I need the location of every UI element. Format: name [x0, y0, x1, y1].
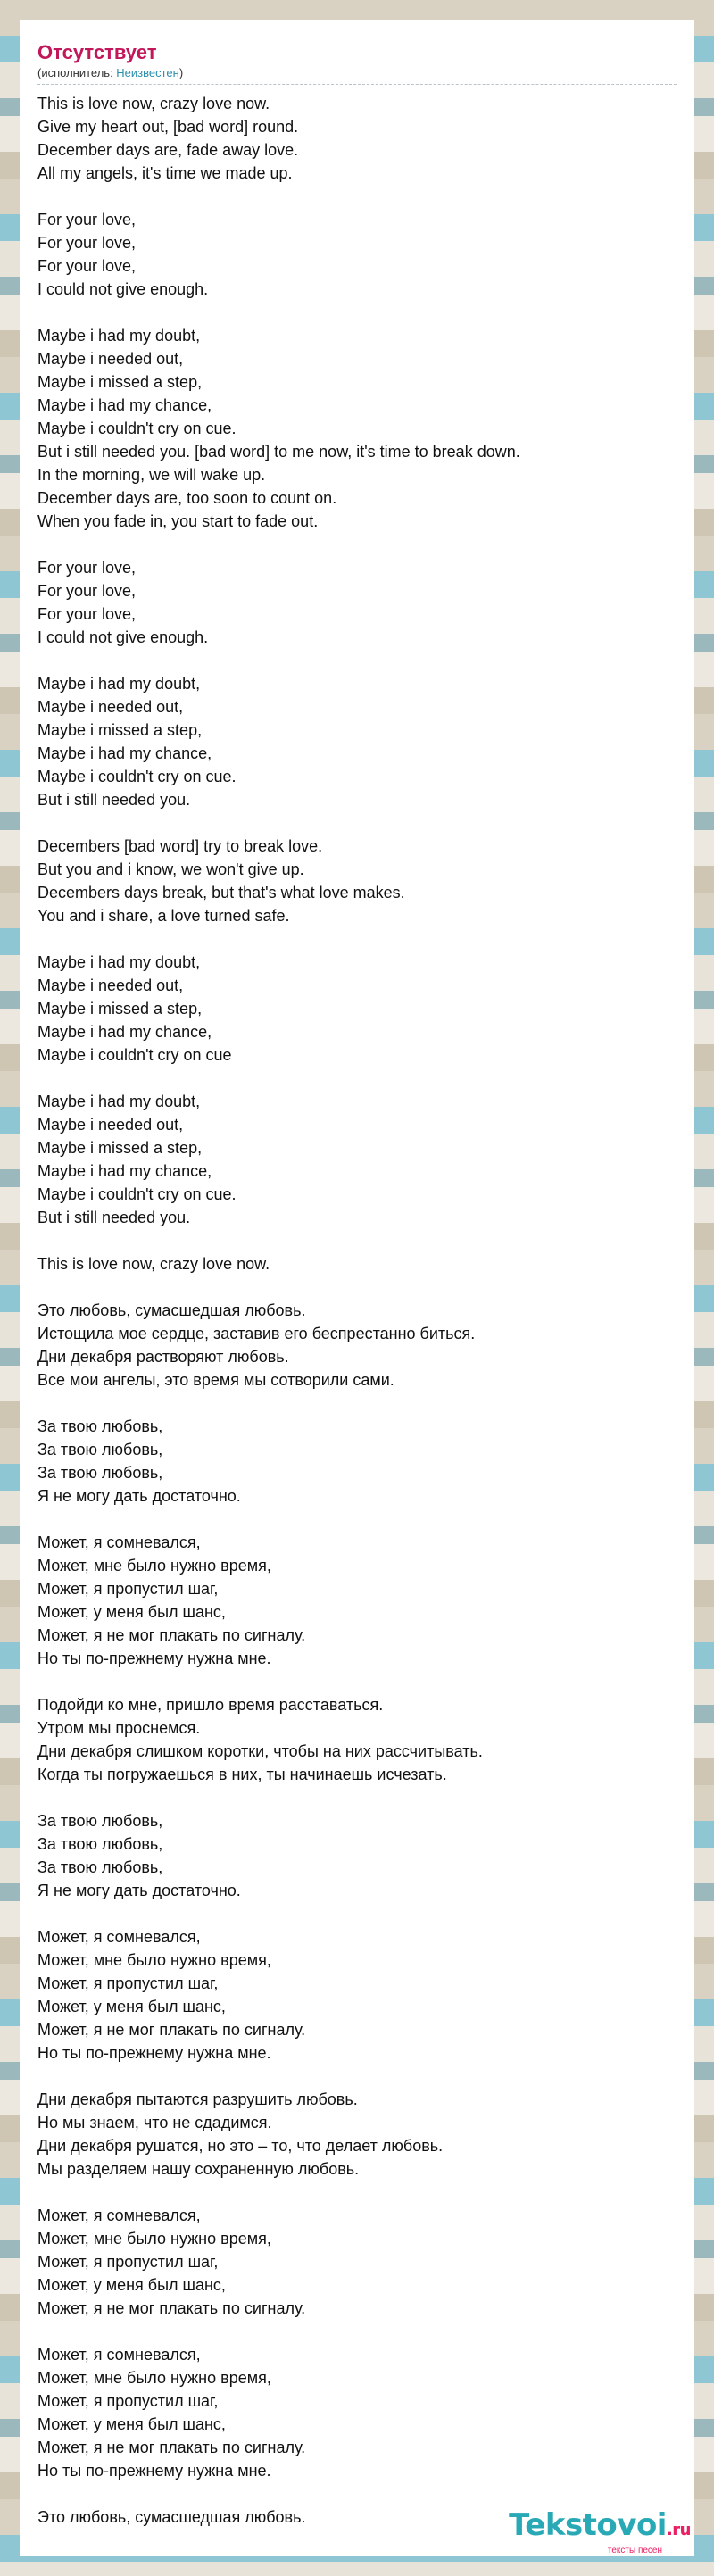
- artist-line: [37, 66, 677, 85]
- logo-tld: .ru: [666, 2521, 691, 2539]
- lyrics-line: Может, у меня был шанс,: [37, 2415, 226, 2433]
- lyrics-stanza: [37, 1693, 677, 1786]
- lyrics-stanza: [37, 1299, 677, 1392]
- lyrics-line: Но мы знаем, что не сдадимся.: [37, 2114, 272, 2131]
- logo-wordmark: [509, 2507, 691, 2546]
- lyrics-line: Maybe i missed a step,: [37, 1139, 203, 1157]
- song-title: Отсутствует: [37, 41, 157, 63]
- lyrics-line: Это любовь, сумасшедшая любовь.: [37, 2508, 306, 2526]
- logo-name: Tekstovoi: [509, 2507, 667, 2543]
- lyrics-line: Дни декабря рушатся, но это – то, что делает любовь.: [37, 2137, 444, 2155]
- lyrics-stanza: [37, 324, 677, 533]
- lyrics-line: Maybe i couldn't cry on cue: [37, 1046, 232, 1064]
- lyrics-line: I could not give enough.: [37, 628, 209, 646]
- lyrics-line: Когда ты погружаешься в них, ты начинаешь исчезать.: [37, 1766, 447, 1783]
- lyrics-line: But i still needed you.: [37, 1209, 191, 1226]
- lyrics-line: Может, я пропустил шаг,: [37, 1580, 219, 1598]
- lyrics-line: Может, я сомневался,: [37, 2206, 201, 2224]
- site-logo[interactable]: [509, 2507, 691, 2556]
- lyrics-stanza: [37, 1415, 677, 1508]
- lyrics-line: But i still needed you.: [37, 791, 191, 809]
- lyrics-line: Maybe i had my doubt,: [37, 327, 201, 345]
- lyrics-line: Maybe i couldn't cry on cue.: [37, 768, 237, 785]
- lyrics-line: December days are, fade away love.: [37, 141, 299, 159]
- lyrics-line: Give my heart out, [bad word] round.: [37, 118, 299, 136]
- lyrics-line: Может, у меня был шанс,: [37, 1603, 226, 1621]
- lyrics-line: Maybe i needed out,: [37, 350, 184, 368]
- lyrics-stanza: [37, 835, 677, 927]
- lyrics-line: Дни декабря растворяют любовь.: [37, 1348, 289, 1366]
- lyrics-line: Может, мне было нужно время,: [37, 2369, 271, 2387]
- lyrics-line: За твою любовь,: [37, 1835, 163, 1853]
- lyrics-line: Maybe i needed out,: [37, 976, 184, 994]
- lyrics-line: Может, я сомневался,: [37, 1533, 201, 1551]
- lyrics-line: За твою любовь,: [37, 1812, 163, 1830]
- lyrics-line: Maybe i had my chance,: [37, 1023, 212, 1041]
- lyrics-line: Утром мы проснемся.: [37, 1719, 201, 1737]
- lyrics-line: Maybe i had my chance,: [37, 396, 212, 414]
- lyrics-line: За твою любовь,: [37, 1417, 163, 1435]
- lyrics-line: Может, я сомневался,: [37, 2346, 201, 2364]
- logo-tagline: тексты песен: [607, 2546, 662, 2555]
- lyrics-line: Может, я пропустил шаг,: [37, 2253, 219, 2271]
- lyrics-line: Подойди ко мне, пришло время расставаться.: [37, 1696, 384, 1714]
- lyrics-line: Maybe i missed a step,: [37, 1000, 203, 1018]
- lyrics-line: Может, мне было нужно время,: [37, 1557, 271, 1575]
- lyrics-line: Может, у меня был шанс,: [37, 1998, 226, 2015]
- lyrics-line: Я не могу дать достаточно.: [37, 1882, 241, 1899]
- lyrics-line: Может, я пропустил шаг,: [37, 1974, 219, 1992]
- lyrics-line: Все мои ангелы, это время мы сотворили сами.: [37, 1371, 394, 1389]
- lyrics-line: December days are, too soon to count on.: [37, 489, 337, 507]
- lyrics-line: Дни декабря слишком коротки, чтобы на них рассчитывать.: [37, 1742, 483, 1760]
- lyrics-line: Может, я не мог плакать по сигналу.: [37, 2299, 306, 2317]
- lyrics-line: За твою любовь,: [37, 1464, 163, 1482]
- lyrics-line: Может, мне было нужно время,: [37, 1951, 271, 1969]
- lyrics-line: Может, мне было нужно время,: [37, 2230, 271, 2248]
- lyrics-line: Maybe i had my chance,: [37, 744, 212, 762]
- lyrics-line: Истощила мое сердце, заставив его беспрестанно биться.: [37, 1325, 476, 1342]
- lyrics-line: For your love,: [37, 211, 137, 229]
- lyrics-line: For your love,: [37, 257, 137, 275]
- lyrics-line: Maybe i missed a step,: [37, 373, 203, 391]
- lyrics-line: I could not give enough.: [37, 280, 209, 298]
- lyrics-line: When you fade in, you start to fade out.: [37, 512, 319, 530]
- artist-link[interactable]: Неизвестен: [116, 66, 179, 79]
- lyrics-line: Maybe i had my doubt,: [37, 1093, 201, 1110]
- lyrics-line: Но ты по-прежнему нужна мне.: [37, 2044, 271, 2062]
- lyrics-line: For your love,: [37, 582, 137, 600]
- lyrics-line: For your love,: [37, 605, 137, 623]
- lyrics-line: This is love now, crazy love now.: [37, 95, 270, 112]
- lyrics-line: For your love,: [37, 559, 137, 577]
- lyrics-line: But i still needed you. [bad word] to me now, it's time to break down.: [37, 443, 520, 461]
- lyrics-line: Но ты по-прежнему нужна мне.: [37, 1649, 271, 1667]
- lyrics-line: Может, я не мог плакать по сигналу.: [37, 2021, 306, 2039]
- lyrics-line: All my angels, it's time we made up.: [37, 164, 293, 182]
- lyrics-line: Дни декабря пытаются разрушить любовь.: [37, 2090, 358, 2108]
- lyrics-line: Decembers days break, but that's what love makes.: [37, 884, 405, 902]
- lyrics-line: Maybe i couldn't cry on cue.: [37, 1185, 237, 1203]
- lyrics-line: But you and i know, we won't give up.: [37, 860, 304, 878]
- lyrics-stanza: [37, 2343, 677, 2482]
- lyrics-line: Я не могу дать достаточно.: [37, 1487, 241, 1505]
- lyrics-line: Maybe i had my doubt,: [37, 953, 201, 971]
- artist-suffix: ): [178, 66, 184, 79]
- lyrics-line: You and i share, a love turned safe.: [37, 907, 290, 925]
- lyrics-line: This is love now, crazy love now.: [37, 1255, 270, 1273]
- lyrics-stanza: [37, 208, 677, 301]
- lyrics-line: Может, я не мог плакать по сигналу.: [37, 1626, 306, 1644]
- lyrics-line: Maybe i had my doubt,: [37, 675, 201, 693]
- lyrics-stanza: [37, 2088, 677, 2181]
- lyrics-stanza: [37, 672, 677, 811]
- lyrics-stanza: [37, 1925, 677, 2065]
- lyrics-line: For your love,: [37, 234, 137, 252]
- artist-prefix: (исполнитель:: [37, 66, 117, 79]
- lyrics-stanza: [37, 1252, 677, 1276]
- lyrics-line: Может, я пропустил шаг,: [37, 2392, 219, 2410]
- lyrics-line: Maybe i needed out,: [37, 1116, 184, 1134]
- lyrics-line: Может, я сомневался,: [37, 1928, 201, 1946]
- lyrics-line: In the morning, we will wake up.: [37, 466, 266, 484]
- lyrics-line: Мы разделяем нашу сохраненную любовь.: [37, 2160, 360, 2178]
- lyrics-line: За твою любовь,: [37, 1441, 163, 1458]
- lyrics-stanza: [37, 2204, 677, 2320]
- lyrics-page: [20, 20, 694, 2556]
- lyrics-stanza: [37, 1809, 677, 1902]
- lyrics-line: Maybe i needed out,: [37, 698, 184, 716]
- lyrics-stanza: [37, 951, 677, 1067]
- lyrics-stanza: [37, 92, 677, 185]
- lyrics-line: Может, у меня был шанс,: [37, 2276, 226, 2294]
- lyrics-line: Maybe i couldn't cry on cue.: [37, 420, 237, 437]
- lyrics-text: [37, 92, 677, 2529]
- lyrics-line: Maybe i missed a step,: [37, 721, 203, 739]
- lyrics-stanza: [37, 556, 677, 649]
- lyrics-line: Это любовь, сумасшедшая любовь.: [37, 1301, 306, 1319]
- lyrics-line: Decembers [bad word] try to break love.: [37, 837, 323, 855]
- lyrics-line: Может, я не мог плакать по сигналу.: [37, 2439, 306, 2456]
- lyrics-stanza: [37, 1090, 677, 1229]
- lyrics-line: Но ты по-прежнему нужна мне.: [37, 2462, 271, 2480]
- lyrics-line: За твою любовь,: [37, 1858, 163, 1876]
- lyrics-line: Maybe i had my chance,: [37, 1162, 212, 1180]
- lyrics-stanza: [37, 1531, 677, 1670]
